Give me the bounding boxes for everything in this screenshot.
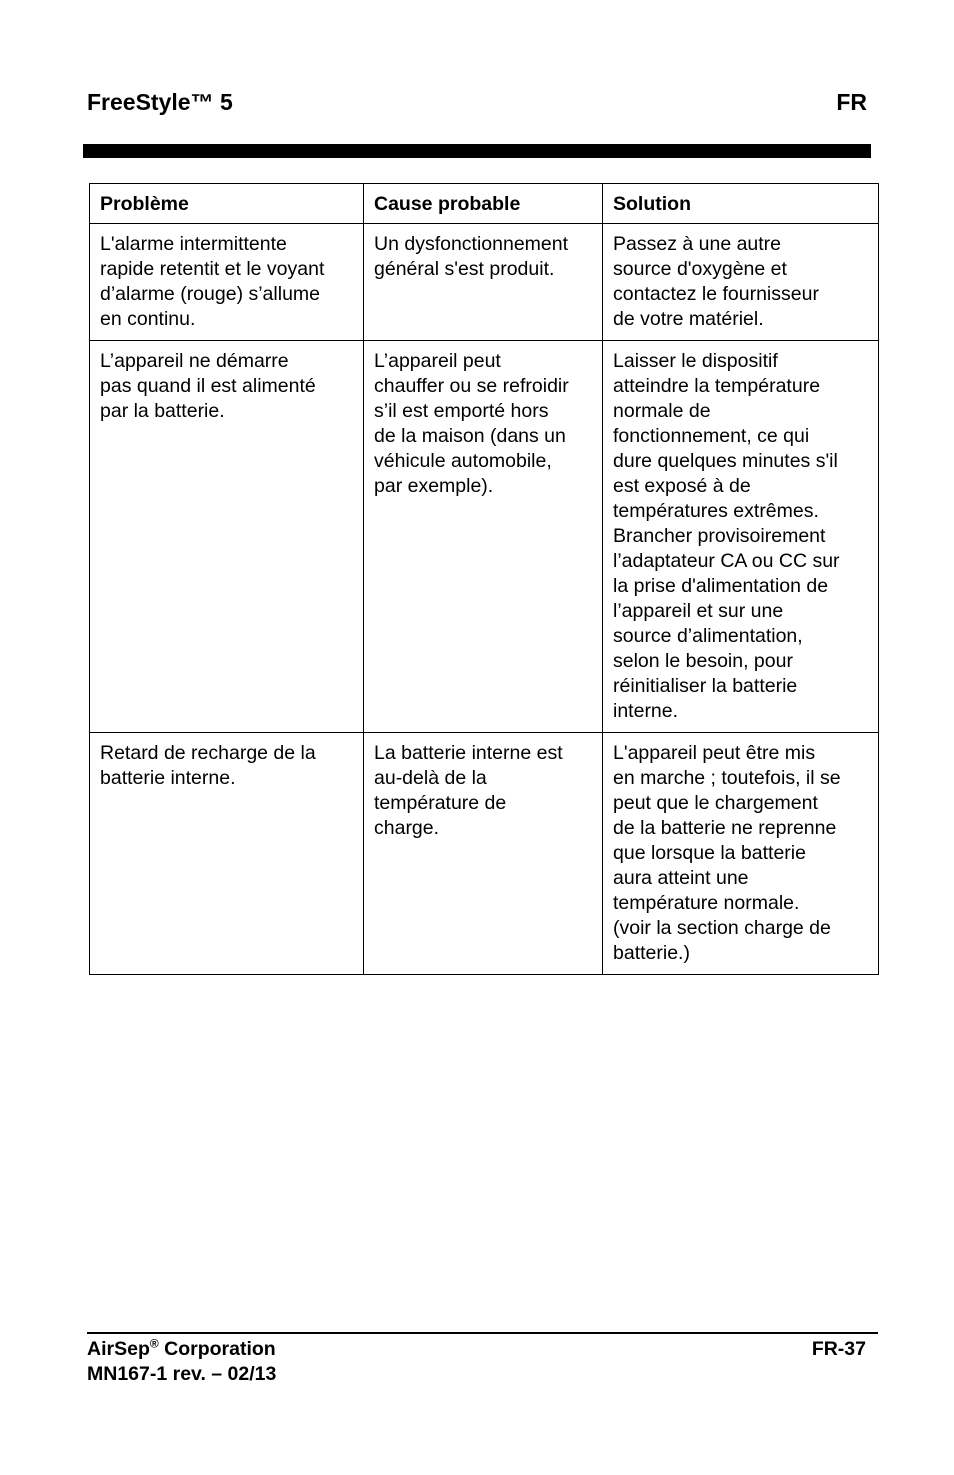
page-number: FR-37 (811, 1338, 866, 1360)
problem-cell (90, 733, 364, 975)
problem-cell (90, 224, 364, 341)
cause-text: L’appareil peut chauffer ou se refroidir s’il est emporté hors de la maison (dans un véhicule automobile, par exemple). (374, 350, 569, 497)
table-header-row (90, 184, 879, 224)
cause-text: Un dysfonctionnement général s'est produit. (374, 233, 569, 280)
registered-mark: ® (149, 1336, 159, 1351)
cause-cell (364, 224, 603, 341)
cause-text: La batterie interne est au-delà de la température de charge. (374, 742, 563, 839)
troubleshooting-table (89, 183, 879, 975)
column-header-cause: Cause probable (364, 184, 603, 224)
column-header-solution: Solution (603, 184, 879, 224)
language-code: FR (836, 89, 867, 115)
footer-rule (87, 1332, 878, 1334)
solution-cell (603, 341, 879, 733)
cause-cell (364, 341, 603, 733)
company-suffix: Corporation (158, 1338, 276, 1360)
cause-cell (364, 733, 603, 975)
header-rule (83, 144, 871, 158)
table-row (90, 733, 879, 975)
problem-text: L’appareil ne démarre pas quand il est alimenté par la batterie. (100, 350, 316, 422)
column-header-problem: Problème (90, 184, 364, 224)
solution-cell (603, 733, 879, 975)
footer-company-block (87, 1337, 276, 1387)
table-row (90, 224, 879, 341)
document-reference: MN167-1 rev. – 02/13 (87, 1363, 277, 1385)
table-row (90, 341, 879, 733)
company-line (87, 1337, 276, 1362)
document-title: FreeStyle™ 5 (87, 89, 233, 115)
company-name: AirSep (87, 1338, 150, 1360)
solution-text: L'appareil peut être mis en marche ; toutefois, il se peut que le chargement de la batterie ne reprenne que lorsque la batterie aura atteint une température normale. (voir la section charge de batterie.) (613, 742, 841, 964)
problem-text: Retard de recharge de la batterie interne. (100, 742, 316, 789)
solution-text: Passez à une autre source d'oxygène et contactez le fournisseur de votre matériel. (613, 233, 819, 330)
solution-text: Laisser le dispositif atteindre la température normale de fonctionnement, ce qui dure quelques minutes s'il est exposé à de températures extrêmes. Brancher provisoirement l’adaptateur CA ou CC sur la prise d'alimentation de l’appareil et sur une source d’alimentation, selon le besoin, pour réinitialiser la batterie interne. (613, 350, 840, 722)
problem-cell (90, 341, 364, 733)
solution-cell (603, 224, 879, 341)
problem-text: L'alarme intermittente rapide retentit et le voyant d’alarme (rouge) s’allume en continu. (100, 233, 325, 330)
